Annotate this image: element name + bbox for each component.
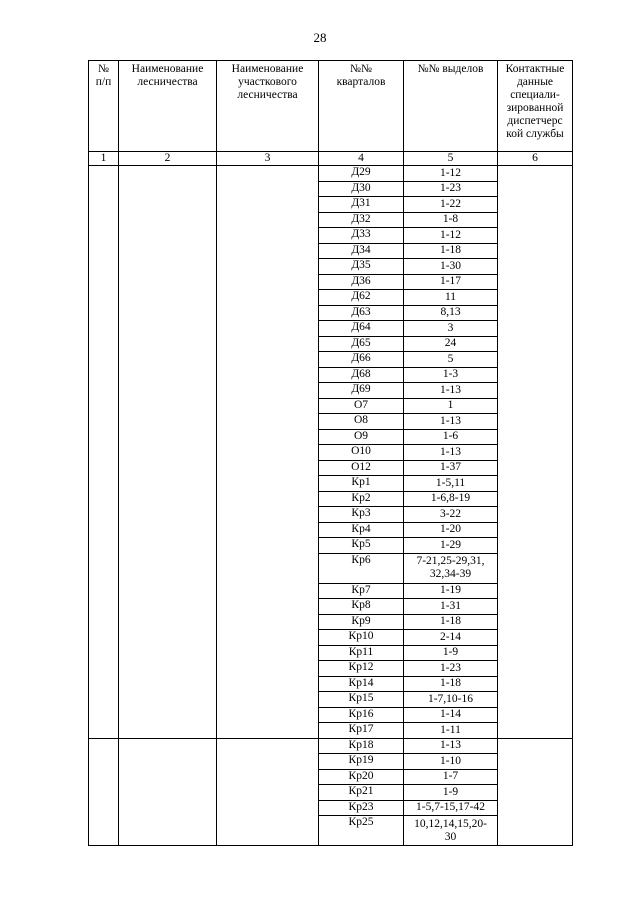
table-section-1 <box>89 166 573 739</box>
allotment-cell: 8,13 <box>404 305 498 321</box>
allotment-cell: 1-18 <box>404 614 498 630</box>
quarter-cell: Д30 <box>319 181 404 197</box>
allotment-cell: 1-22 <box>404 197 498 213</box>
allotment-cell: 3 <box>404 321 498 337</box>
allotment-cell: 10,12,14,15,20- 30 <box>404 816 498 846</box>
quarter-cell: Кр11 <box>319 645 404 661</box>
quarter-cell: О8 <box>319 414 404 430</box>
quarter-cell: Д64 <box>319 321 404 337</box>
quarter-cell: Кр21 <box>319 785 404 801</box>
quarter-cell: Кр12 <box>319 661 404 677</box>
quarter-cell: Кр25 <box>319 816 404 846</box>
quarter-cell: Кр10 <box>319 630 404 646</box>
quarter-cell: Кр8 <box>319 599 404 615</box>
allotment-cell: 1-9 <box>404 785 498 801</box>
allotment-cell: 1-31 <box>404 599 498 615</box>
table-section-2 <box>89 738 573 846</box>
allotment-cell: 1-13 <box>404 414 498 430</box>
table-row <box>89 166 573 182</box>
column-number: 6 <box>498 152 573 166</box>
quarter-cell: Д32 <box>319 212 404 228</box>
allotment-cell: 1-5,7-15,17-42 <box>404 800 498 816</box>
quarter-cell: Д29 <box>319 166 404 182</box>
quarter-cell: О7 <box>319 398 404 414</box>
quarter-cell: Кр20 <box>319 769 404 785</box>
column-number-row <box>89 152 573 166</box>
quarter-cell: Кр15 <box>319 692 404 708</box>
allotment-cell: 1-3 <box>404 367 498 383</box>
allotment-cell: 1-8 <box>404 212 498 228</box>
allotment-cell: 1-18 <box>404 676 498 692</box>
quarter-cell: Кр1 <box>319 476 404 492</box>
allotment-cell: 1-7 <box>404 769 498 785</box>
allotment-cell: 1-17 <box>404 274 498 290</box>
allotment-cell: 1-30 <box>404 259 498 275</box>
allotment-cell: 1-11 <box>404 723 498 739</box>
allotment-cell: 1-10 <box>404 754 498 770</box>
allotment-cell: 1-13 <box>404 445 498 461</box>
allotment-cell: 7-21,25-29,31, 32,34-39 <box>404 553 498 583</box>
allotment-cell: 1-6,8-19 <box>404 491 498 507</box>
allotment-cell: 1-19 <box>404 583 498 599</box>
quarter-cell: Д34 <box>319 243 404 259</box>
empty-cell-district <box>217 738 319 846</box>
quarter-cell: Кр14 <box>319 676 404 692</box>
allotment-cell: 1-13 <box>404 738 498 754</box>
quarter-cell: Д62 <box>319 290 404 306</box>
allotment-cell: 1-18 <box>404 243 498 259</box>
quarter-cell: Кр16 <box>319 707 404 723</box>
quarter-cell: Д63 <box>319 305 404 321</box>
header-cell-contacts: Контактные данные специали- зированной диспетчерс кой службы <box>498 61 573 152</box>
allotment-cell: 1-23 <box>404 661 498 677</box>
quarter-cell: Кр5 <box>319 538 404 554</box>
allotment-cell: 1-14 <box>404 707 498 723</box>
quarters-table <box>88 60 573 846</box>
column-number: 2 <box>119 152 217 166</box>
header-cell-number: № п/п <box>89 61 119 152</box>
quarter-cell: Д66 <box>319 352 404 368</box>
quarter-cell: Кр3 <box>319 507 404 523</box>
quarter-cell: О12 <box>319 460 404 476</box>
header-cell-district-forestry: Наименование участкового лесничества <box>217 61 319 152</box>
empty-cell-contacts <box>498 166 573 739</box>
allotment-cell: 1-29 <box>404 538 498 554</box>
header-cell-forestry: Наименование лесничества <box>119 61 217 152</box>
empty-cell-number <box>89 738 119 846</box>
header-cell-quarters: №№ кварталов <box>319 61 404 152</box>
table-row <box>89 738 573 754</box>
empty-cell-contacts <box>498 738 573 846</box>
quarter-cell: Д69 <box>319 383 404 399</box>
allotment-cell: 1-7,10-16 <box>404 692 498 708</box>
quarter-cell: Кр4 <box>319 522 404 538</box>
quarter-cell: Кр18 <box>319 738 404 754</box>
quarter-cell: Кр7 <box>319 583 404 599</box>
allotment-cell: 1-13 <box>404 383 498 399</box>
header-cell-allotments: №№ выделов <box>404 61 498 152</box>
quarter-cell: Кр2 <box>319 491 404 507</box>
quarter-cell: Д65 <box>319 336 404 352</box>
allotment-cell: 1-9 <box>404 645 498 661</box>
allotment-cell: 5 <box>404 352 498 368</box>
empty-cell-number <box>89 166 119 739</box>
quarter-cell: Кр17 <box>319 723 404 739</box>
quarter-cell: Кр19 <box>319 754 404 770</box>
column-number: 4 <box>319 152 404 166</box>
quarter-cell: Кр9 <box>319 614 404 630</box>
quarter-cell: О10 <box>319 445 404 461</box>
quarter-cell: Д68 <box>319 367 404 383</box>
page-number: 28 <box>313 30 327 45</box>
column-number: 3 <box>217 152 319 166</box>
allotment-cell: 2-14 <box>404 630 498 646</box>
allotment-cell: 1-12 <box>404 228 498 244</box>
allotment-cell: 1-6 <box>404 429 498 445</box>
quarter-cell: Д36 <box>319 274 404 290</box>
allotment-cell: 1-20 <box>404 522 498 538</box>
allotment-cell: 1-12 <box>404 166 498 182</box>
allotment-cell: 24 <box>404 336 498 352</box>
allotment-cell: 11 <box>404 290 498 306</box>
quarter-cell: Кр6 <box>319 553 404 583</box>
quarter-cell: О9 <box>319 429 404 445</box>
allotment-cell: 1-23 <box>404 181 498 197</box>
quarter-cell: Д31 <box>319 197 404 213</box>
allotment-cell: 1-5,11 <box>404 476 498 492</box>
quarter-cell: Д33 <box>319 228 404 244</box>
allotment-cell: 1 <box>404 398 498 414</box>
empty-cell-forestry <box>119 166 217 739</box>
allotment-cell: 3-22 <box>404 507 498 523</box>
empty-cell-forestry <box>119 738 217 846</box>
empty-cell-district <box>217 166 319 739</box>
header-row <box>89 61 573 152</box>
allotment-cell: 1-37 <box>404 460 498 476</box>
column-number: 5 <box>404 152 498 166</box>
column-number: 1 <box>89 152 119 166</box>
quarter-cell: Д35 <box>319 259 404 275</box>
quarter-cell: Кр23 <box>319 800 404 816</box>
